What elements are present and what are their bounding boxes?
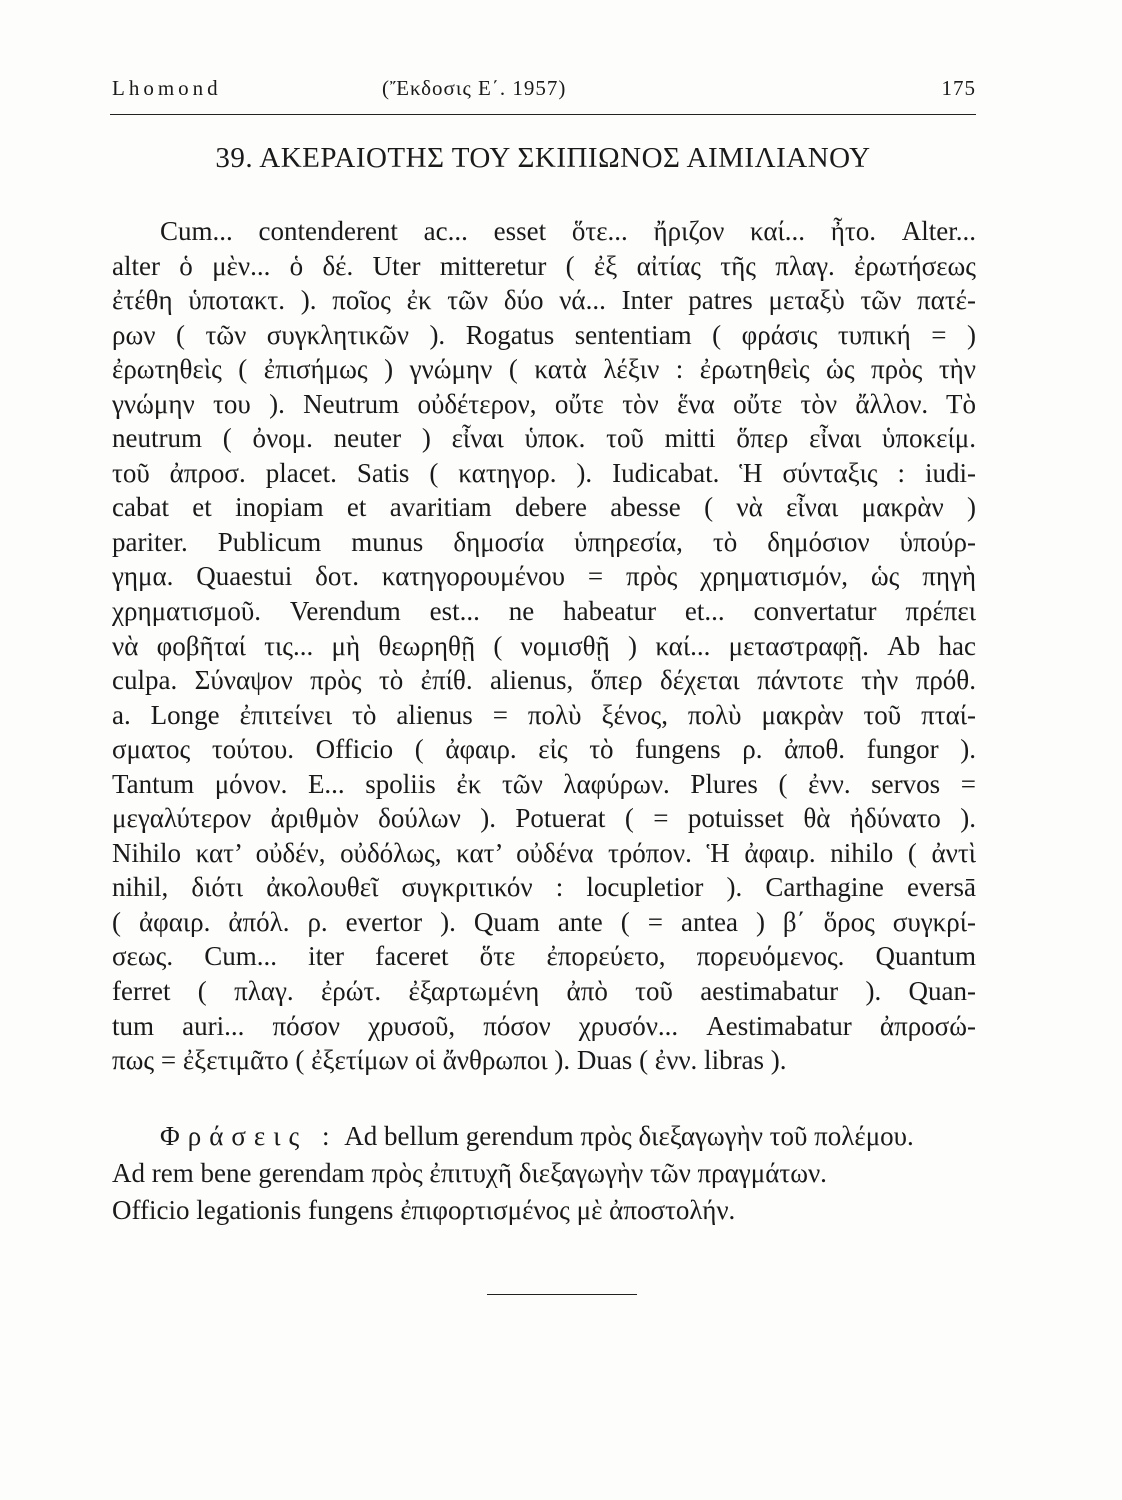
- text-line: πως = ἐξετιμᾶτο ( ἐξετίμων οἱ ἄνθρωποι ). Duas ( ἐνν. libras ).: [112, 1045, 787, 1076]
- phrases-label: Φράσεις :: [160, 1121, 338, 1151]
- text-line: Nihilo κατ’ οὐδέν, οὐδόλως, κατ’ οὐδένα τρόπον. Ἡ ἀφαιρ. nihilo ( ἀντὶ: [112, 837, 976, 868]
- text-line: alter ὁ μὲν... ὁ δέ. Uter mitteretur ( ἐξ αἰτίας τῆς πλαγ. ἐρωτήσεως: [112, 250, 976, 281]
- text-line: σεως. Cum... iter faceret ὅτε ἐπορεύετο, πορευόμενος. Quantum: [112, 941, 976, 972]
- header-rule: [110, 114, 976, 115]
- text-line: ἐρωτηθεὶς ( ἐπισήμως ) γνώμην ( κατὰ λέξιν : ἐρωτηθεὶς ὡς πρὸς τὴν: [112, 354, 976, 385]
- running-head-edition: (Ἔκδοσις Ε΄. 1957): [382, 76, 567, 100]
- text-line: ρων ( τῶν συγκλητικῶν ). Rogatus sententiam ( φράσις τυπική = ): [112, 319, 976, 350]
- text-line: ( ἀφαιρ. ἀπόλ. ρ. evertor ). Quam ante ( = antea ) β΄ ὅρος συγκρί-: [112, 906, 976, 937]
- text-line: culpa. Σύναψον πρὸς τὸ ἐπίθ. alienus, ὅπερ δέχεται πάντοτε τὴν πρόθ.: [112, 665, 976, 696]
- text-line: neutrum ( ὀνομ. neuter ) εἶναι ὑποκ. τοῦ mitti ὅπερ εἶναι ὑποκείμ.: [112, 423, 976, 454]
- phrase-line: [112, 1118, 976, 1155]
- phrase-text: Ad bellum gerendum πρὸς διεξαγωγὴν τοῦ πολέμου.: [344, 1121, 914, 1151]
- phrase-line: Officio legationis fungens ἐπιφορτισμένος μὲ ἀποστολήν.: [112, 1195, 736, 1225]
- text-line: γημα. Quaestui δοτ. κατηγορουμένου = πρὸς χρηματισμόν, ὡς πηγὴ: [112, 561, 976, 592]
- text-line: Cum... contenderent ac... esset ὅτε... ἤριζον καί... ἦτο. Alter...: [160, 216, 976, 246]
- running-head-author: Lhomond: [112, 76, 222, 100]
- running-head: [112, 76, 976, 106]
- text-line: μεγαλύτερον ἀριθμὸν δούλων ). Potuerat ( = potuisset θὰ ἠδύνατο ).: [112, 803, 976, 834]
- section-end-rule: [487, 1294, 637, 1295]
- text-line: tum auri... πόσον χρυσοῦ, πόσον χρυσόν... Aestimabatur ἀπροσώ-: [112, 1010, 976, 1041]
- text-line: ἐτέθη ὑποτακτ. ). ποῖος ἐκ τῶν δύο νά... Inter patres μεταξὺ τῶν πατέ-: [112, 285, 976, 316]
- text-line: χρηματισμοῦ. Verendum est... ne habeatur et... convertatur πρέπει: [112, 596, 976, 627]
- text-line: nihil, διότι ἀκολουθεῖ συγκριτικόν : locupletior ). Carthagine eversā: [112, 872, 976, 903]
- phrase-line: Ad rem bene gerendam πρὸς ἐπιτυχῆ διεξαγωγὴν τῶν πραγμάτων.: [112, 1158, 827, 1188]
- text-line: γνώμην του ). Neutrum οὐδέτερον, οὔτε τὸν ἕνα οὔτε τὸν ἄλλον. Τὸ: [112, 388, 976, 419]
- text-line: Tantum μόνον. E... spoliis ἐκ τῶν λαφύρων. Plures ( ἐνν. servos =: [112, 768, 976, 799]
- phrases-section: [112, 1118, 976, 1229]
- text-line: νὰ φοβῆταί τις... μὴ θεωρηθῇ ( νομισθῇ ) καί... μεταστραφῇ. Ab hac: [112, 630, 976, 661]
- text-line: τοῦ ἀπροσ. placet. Satis ( κατηγορ. ). Iudicabat. Ἡ σύνταξις : iudi-: [112, 457, 976, 488]
- text-line: ferret ( πλαγ. ἐρώτ. ἐξαρτωμένη ἀπὸ τοῦ aestimabatur ). Quan-: [112, 976, 976, 1007]
- text-line: a. Longe ἐπιτείνει τὸ alienus = πολὺ ξένος, πολὺ μακρὰν τοῦ πταί-: [112, 699, 976, 730]
- chapter-title: 39. ΑΚΕΡΑΙΟΤΗΣ ΤΟΥ ΣΚΙΠΙΩΝΟΣ ΑΙΜΙΛΙΑΝΟΥ: [215, 142, 871, 174]
- text-line: pariter. Publicum munus δημοσία ὑπηρεσία, τὸ δημόσιον ὑπούρ-: [112, 526, 976, 557]
- commentary-paragraph: [112, 214, 976, 1078]
- text-line: σματος τούτου. Officio ( ἀφαιρ. εἰς τὸ fungens ρ. ἀποθ. fungor ).: [112, 734, 976, 765]
- text-line: cabat et inopiam et avaritiam debere abesse ( νὰ εἶναι μακρὰν ): [112, 492, 976, 523]
- page-number: 175: [941, 76, 976, 100]
